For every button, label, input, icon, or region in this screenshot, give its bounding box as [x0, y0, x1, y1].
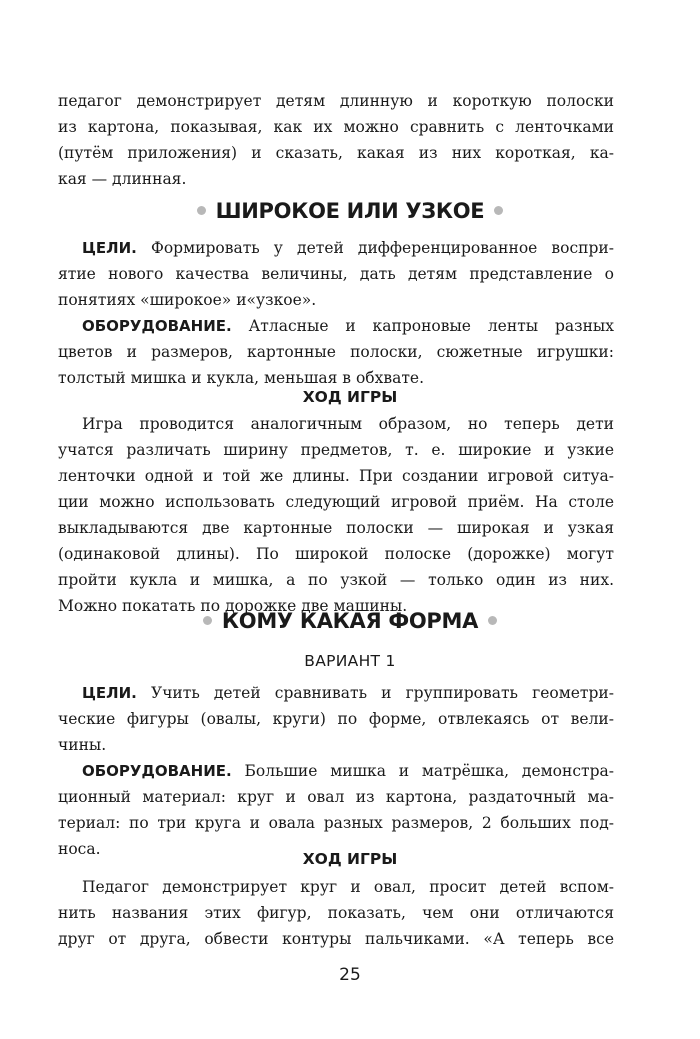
- intro-line-4: кая — длинная.: [58, 170, 187, 188]
- goals-line-2: ческие фигуры (овалы, круги) по форме, отвлекаясь от вели-: [58, 710, 614, 728]
- goals-line-1: [58, 680, 614, 706]
- goals-line-3: чины.: [58, 736, 107, 754]
- equipment-line-3: толстый мишка и кукла, меньшая в обхвате.: [58, 369, 425, 387]
- equipment-label: ОБОРУДОВАНИЕ.: [82, 317, 232, 335]
- body-line-5: выкладываются две картонные полоски — широкая и узкая: [58, 519, 614, 537]
- goals-text: Учить детей сравнивать и группировать геометри-: [136, 684, 614, 702]
- game-procedure-heading: ХОД ИГРЫ: [302, 850, 398, 868]
- intro-line-3: (путём приложения) и сказать, какая из них короткая, ка-: [58, 144, 614, 162]
- goals-label: ЦЕЛИ.: [82, 239, 137, 257]
- intro-line-1: педагог демонстрирует детям длинную и короткую полоски: [58, 92, 614, 110]
- equipment-line-2: ционный материал: круг и овал из картона, раздаточный ма-: [58, 788, 614, 806]
- body-line-2: нить названия этих фигур, показать, чем они отличаются: [58, 904, 614, 922]
- body-line-1: Педагог демонстрирует круг и овал, просит детей вспом-: [82, 878, 614, 896]
- section-heading-wide-narrow: [0, 196, 700, 226]
- section-title: ШИРОКОЕ ИЛИ УЗКОЕ: [215, 199, 485, 223]
- equipment-text: Большие мишка и матрёшка, демонстра-: [231, 762, 614, 780]
- equipment-label: ОБОРУДОВАНИЕ.: [82, 762, 232, 780]
- section-title: КОМУ КАКАЯ ФОРМА: [221, 609, 479, 633]
- equipment-text: Атласные и капроновые ленты разных: [231, 317, 614, 335]
- equipment-line-1: [58, 313, 614, 339]
- bullet-dot-icon: [197, 206, 206, 215]
- goals-label: ЦЕЛИ.: [82, 684, 137, 702]
- bullet-dot-icon: [203, 616, 212, 625]
- body-line-8: Можно покатать по дорожке две машины.: [58, 597, 408, 615]
- body-line-2: учатся различать ширину предметов, т. е. широкие и узкие: [58, 441, 614, 459]
- body-line-3: друг от друга, обвести контуры пальчиками. «А теперь все: [58, 930, 614, 948]
- body-line-1: Игра проводится аналогичным образом, но теперь дети: [82, 415, 614, 433]
- body-line-4: ции можно использовать следующий игровой приём. На столе: [58, 493, 614, 511]
- bullet-dot-icon: [488, 616, 497, 625]
- goals-line-1: [58, 235, 614, 261]
- body-line-7: пройти кукла и мишка, а по узкой — только один из них.: [58, 571, 614, 589]
- variant-label: ВАРИАНТ 1: [304, 652, 396, 670]
- goals-line-2: ятие нового качества величины, дать детям представление о: [58, 265, 614, 283]
- equipment-line-1: [58, 758, 614, 784]
- goals-text: Формировать у детей дифференцированное воспри-: [136, 239, 614, 257]
- equipment-line-2: цветов и размеров, картонные полоски, сюжетные игрушки:: [58, 343, 614, 361]
- equipment-line-3: териал: по три круга и овала разных размеров, 2 больших под-: [58, 814, 614, 832]
- equipment-line-4: носа.: [58, 840, 101, 858]
- page-number: 25: [339, 965, 361, 985]
- goals-line-3: понятиях «широкое» и«узкое».: [58, 291, 317, 309]
- body-line-6: (одинаковой длины). По широкой полоске (дорожке) могут: [58, 545, 614, 563]
- game-procedure-heading: ХОД ИГРЫ: [302, 388, 398, 406]
- intro-line-2: из картона, показывая, как их можно сравнить с ленточками: [58, 118, 614, 136]
- body-line-3: ленточки одной и той же длины. При создании игровой ситуа-: [58, 467, 614, 485]
- section-heading-shape: [0, 606, 700, 636]
- bullet-dot-icon: [494, 206, 503, 215]
